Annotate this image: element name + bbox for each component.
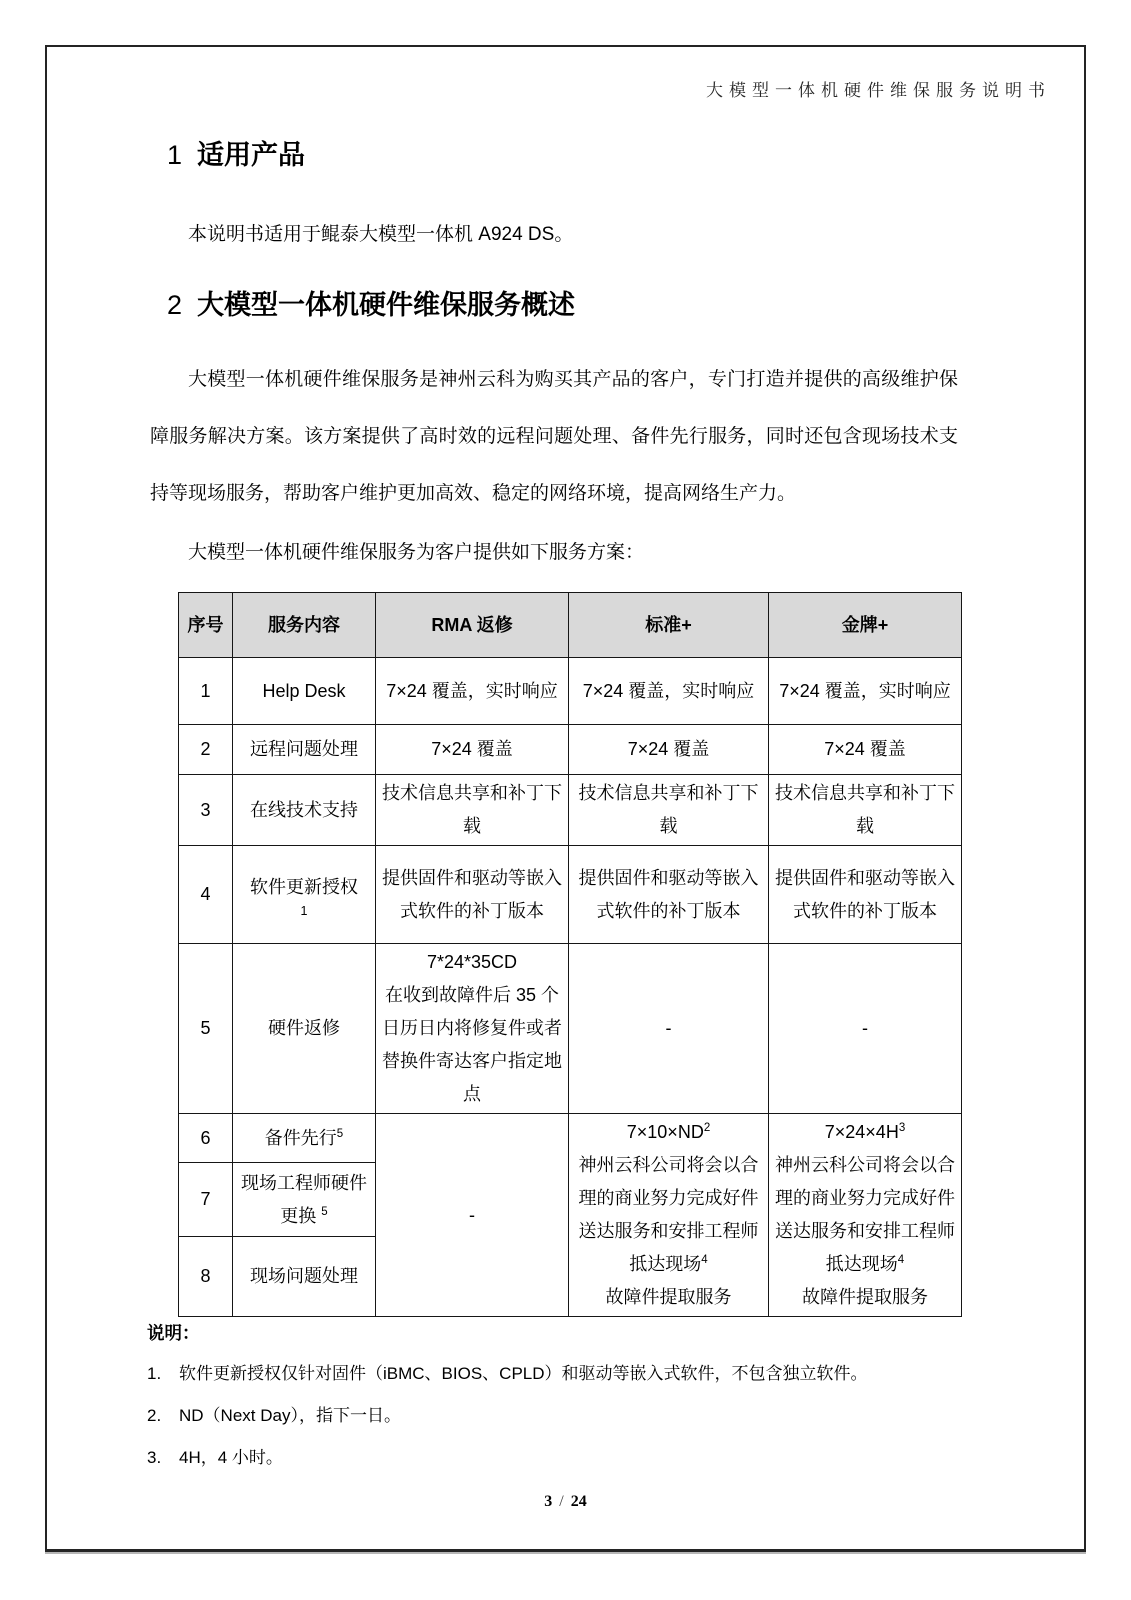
table-row-4 bbox=[179, 846, 962, 944]
row-5-rma bbox=[376, 944, 569, 1114]
row-1-service: Help Desk bbox=[233, 658, 376, 725]
header-cell-gold: 金牌+ bbox=[769, 593, 962, 658]
row-8-no: 8 bbox=[179, 1236, 233, 1316]
section-1-title: 适用产品 bbox=[197, 140, 306, 170]
service-plans-table bbox=[178, 592, 962, 1317]
page-number-separator: / bbox=[559, 1493, 564, 1510]
row-2-standard: 7×24 覆盖 bbox=[569, 725, 769, 775]
section-2-paragraph-1: 大模型一体机硬件维保服务是神州云科为购买其产品的客户，专门打造并提供的高级维护保障服务解决方案。该方案提供了高时效的远程问题处理、备件先行服务，同时还包含现场技术支持等现场服务，帮助客户维护更加高效、稳定的网络环境，提高网络生产力。 bbox=[150, 369, 958, 504]
section-2-title: 大模型一体机硬件维保服务概述 bbox=[197, 290, 576, 320]
header-cell-service: 服务内容 bbox=[233, 593, 376, 658]
row-1-rma: 7×24 覆盖，实时响应 bbox=[376, 658, 569, 725]
header-cell-standard: 标准+ bbox=[569, 593, 769, 658]
row-4-rma: 提供固件和驱动等嵌入式软件的补丁版本 bbox=[376, 846, 569, 944]
row-2-service: 远程问题处理 bbox=[233, 725, 376, 775]
gold-merged-line-1 bbox=[774, 1116, 956, 1149]
gold-sla-footnote-marker: 3 bbox=[898, 1122, 906, 1134]
row-1-no: 1 bbox=[179, 658, 233, 725]
row-7-service-label: 现场工程师硬件更换 bbox=[241, 1172, 367, 1226]
row-5-service: 硬件返修 bbox=[233, 944, 376, 1114]
table-row-2 bbox=[179, 725, 962, 775]
note-2-number: 2. bbox=[147, 1406, 162, 1425]
section-1-paragraph: 本说明书适用于鲲泰大模型一体机 A924 DS。 bbox=[188, 224, 574, 245]
standard-description-footnote-marker: 4 bbox=[701, 1254, 708, 1266]
row-5-gold: - bbox=[769, 944, 962, 1114]
row-7-no: 7 bbox=[179, 1163, 233, 1236]
section-1-number: 1 bbox=[167, 140, 183, 170]
row-2-no: 2 bbox=[179, 725, 233, 775]
row-8-service: 现场问题处理 bbox=[233, 1236, 376, 1316]
standard-sla-footnote-marker: 2 bbox=[703, 1122, 711, 1134]
gold-sla: 7×24×4H bbox=[824, 1122, 899, 1142]
section-1-heading bbox=[167, 138, 305, 172]
table-row-6 bbox=[179, 1114, 962, 1163]
document-header-title: 大模型一体机硬件维保服务说明书 bbox=[706, 81, 1051, 100]
gold-merged-line-3: 故障件提取服务 bbox=[802, 1287, 928, 1307]
rows-6-8-rma-merged: - bbox=[376, 1114, 569, 1317]
standard-merged-line-1 bbox=[574, 1116, 763, 1149]
row-5-no: 5 bbox=[179, 944, 233, 1114]
gold-description: 神州云科公司将会以合理的商业努力完成好件送达服务和安排工程师抵达现场 bbox=[775, 1155, 955, 1274]
notes-section bbox=[147, 1320, 1027, 1488]
rows-6-8-standard-merged bbox=[569, 1114, 769, 1317]
row-1-standard: 7×24 覆盖，实时响应 bbox=[569, 658, 769, 725]
table-header-row bbox=[179, 593, 962, 658]
section-2-heading bbox=[167, 288, 575, 322]
table-row-1 bbox=[179, 658, 962, 725]
row-4-gold: 提供固件和驱动等嵌入式软件的补丁版本 bbox=[769, 846, 962, 944]
row-6-service bbox=[233, 1114, 376, 1163]
row-4-no: 4 bbox=[179, 846, 233, 944]
note-item-3 bbox=[147, 1446, 1027, 1469]
note-1-text: 软件更新授权仅针对固件（iBMC、BIOS、CPLD）和驱动等嵌入式软件，不包含独立软件。 bbox=[179, 1364, 868, 1383]
standard-merged-line-2 bbox=[574, 1149, 763, 1281]
page-number-total: 24 bbox=[570, 1493, 587, 1510]
section-2-number: 2 bbox=[167, 290, 183, 320]
row-4-service-label: 软件更新授权 bbox=[250, 877, 358, 897]
note-item-2 bbox=[147, 1404, 1027, 1427]
row-2-rma: 7×24 覆盖 bbox=[376, 725, 569, 775]
row-3-no: 3 bbox=[179, 775, 233, 846]
standard-description: 神州云科公司将会以合理的商业努力完成好件送达服务和安排工程师抵达现场 bbox=[578, 1155, 759, 1274]
row-3-gold: 技术信息共享和补丁下载 bbox=[769, 775, 962, 846]
row-3-rma: 技术信息共享和补丁下载 bbox=[376, 775, 569, 846]
gold-description-footnote-marker: 4 bbox=[897, 1254, 905, 1266]
section-2-paragraph-2: 大模型一体机硬件维保服务为客户提供如下服务方案： bbox=[188, 542, 645, 563]
notes-label: 说明： bbox=[147, 1323, 200, 1343]
row-4-standard: 提供固件和驱动等嵌入式软件的补丁版本 bbox=[569, 846, 769, 944]
note-3-number: 3. bbox=[147, 1448, 162, 1467]
page-number-current: 3 bbox=[544, 1493, 553, 1510]
page-footer bbox=[0, 1493, 1131, 1511]
row-4-service-footnote-marker: 1 bbox=[300, 904, 308, 918]
row-6-service-label: 备件先行 bbox=[264, 1127, 337, 1148]
note-3-text: 4H，4 小时。 bbox=[179, 1448, 283, 1467]
row-7-service bbox=[233, 1163, 376, 1236]
gold-merged-line-2 bbox=[774, 1149, 956, 1281]
standard-merged-line-3: 故障件提取服务 bbox=[605, 1287, 732, 1307]
row-6-service-footnote-marker: 5 bbox=[336, 1127, 344, 1140]
row-4-service bbox=[233, 846, 376, 944]
note-1-number: 1. bbox=[147, 1364, 162, 1383]
row-2-gold: 7×24 覆盖 bbox=[769, 725, 962, 775]
row-3-standard: 技术信息共享和补丁下载 bbox=[569, 775, 769, 846]
row-6-no: 6 bbox=[179, 1114, 233, 1163]
table-row-3 bbox=[179, 775, 962, 846]
row-5-rma-line-1: 7*24*35CD bbox=[426, 952, 518, 972]
row-3-service: 在线技术支持 bbox=[233, 775, 376, 846]
table-row-5 bbox=[179, 944, 962, 1114]
row-7-service-footnote-marker: 5 bbox=[321, 1205, 328, 1218]
note-2-text: ND（Next Day），指下一日。 bbox=[179, 1406, 401, 1425]
row-5-standard: - bbox=[569, 944, 769, 1114]
standard-sla: 7×10×ND bbox=[626, 1122, 704, 1142]
row-1-gold: 7×24 覆盖，实时响应 bbox=[769, 658, 962, 725]
header-cell-no: 序号 bbox=[179, 593, 233, 658]
row-5-rma-line-2: 在收到故障件后 35 个日历日内将修复件或者替换件寄达客户指定地点 bbox=[382, 985, 562, 1104]
header-cell-rma: RMA 返修 bbox=[376, 593, 569, 658]
note-item-1 bbox=[147, 1362, 1027, 1385]
rows-6-8-gold-merged bbox=[769, 1114, 962, 1317]
